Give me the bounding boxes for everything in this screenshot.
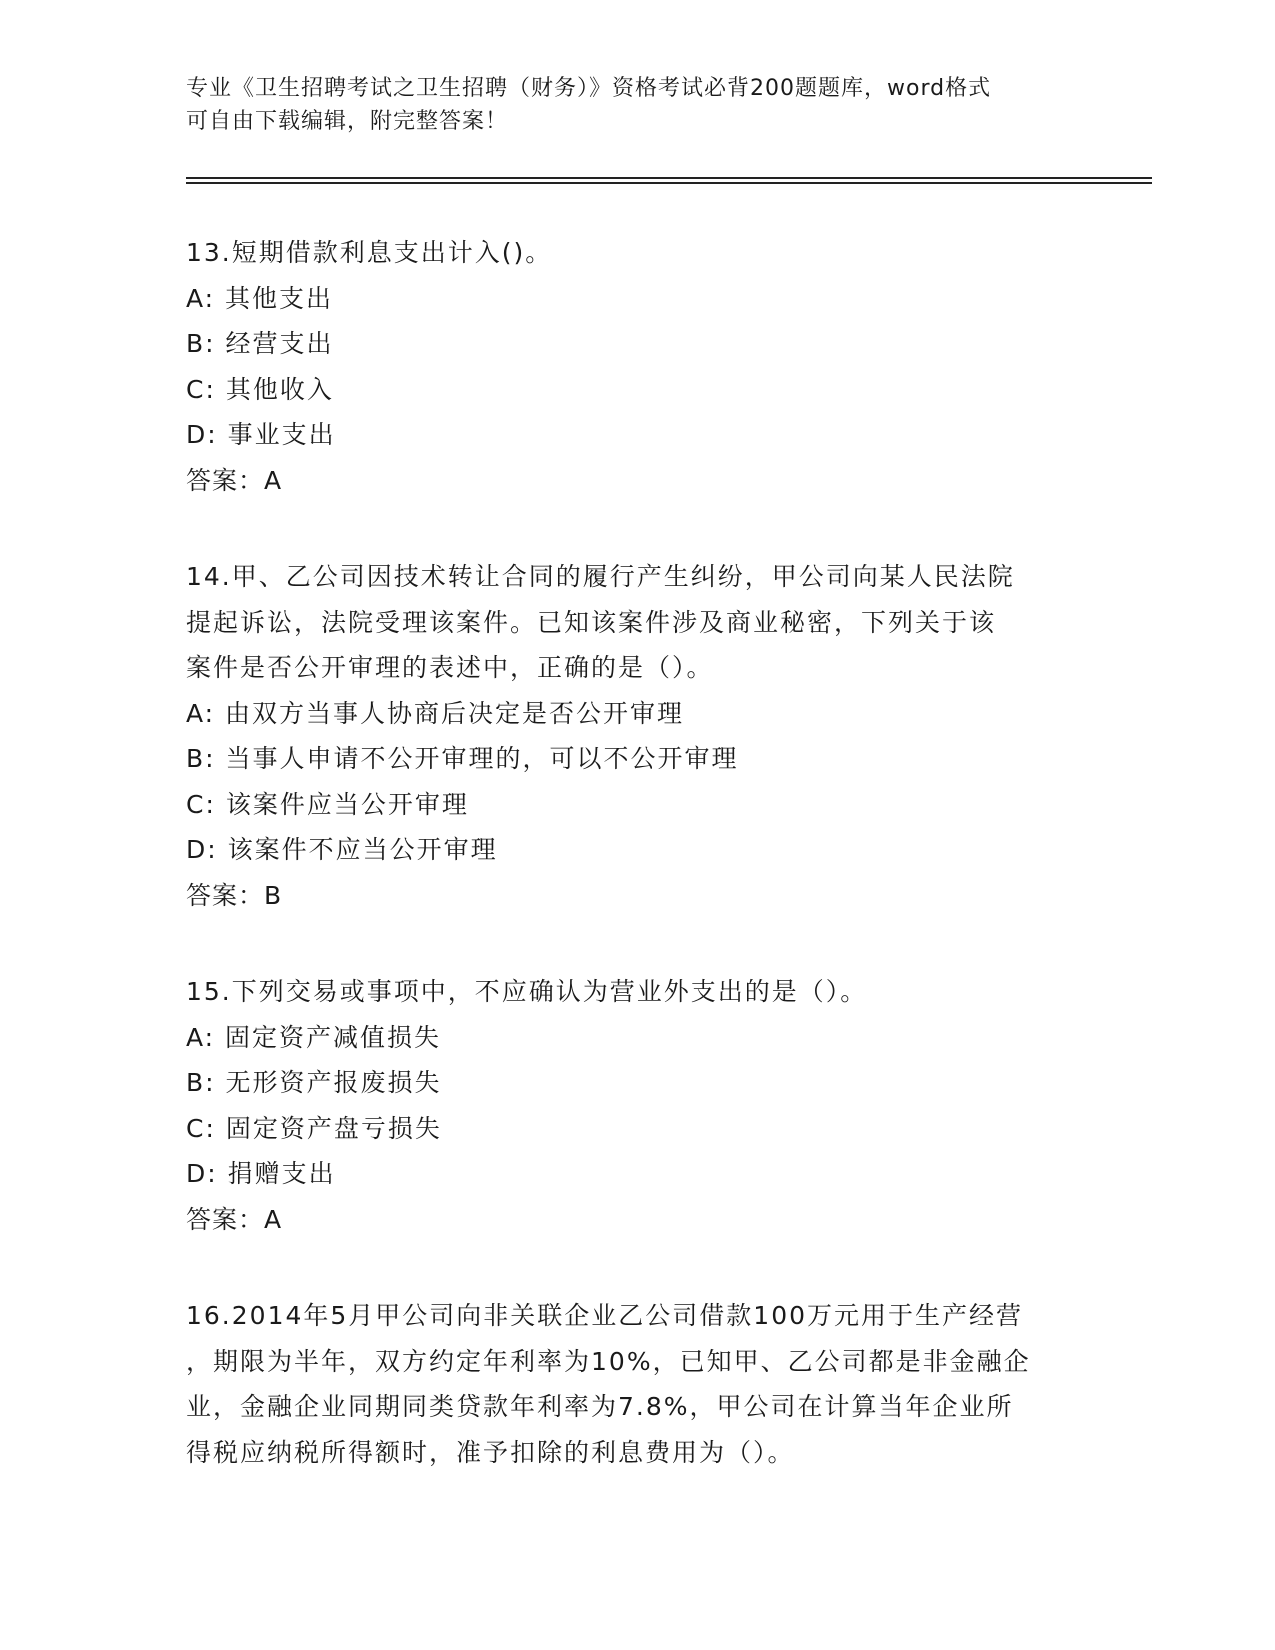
question-stem: 案件是否公开审理的表述中，正确的是（）。	[186, 653, 714, 682]
question-stem: 得税应纳税所得额时，准予扣除的利息费用为（）。	[186, 1437, 795, 1467]
option-d: D: 该案件不应当公开审理	[186, 835, 498, 864]
answer-line: 答案：A	[186, 465, 283, 495]
option-b: B: 当事人申请不公开审理的，可以不公开审理	[186, 744, 739, 773]
question-stem: 13.短期借款利息支出计入()。	[186, 238, 553, 267]
header-line: 可自由下载编辑，附完整答案！	[186, 109, 509, 134]
option-d: D: 事业支出	[186, 420, 336, 449]
question-stem: 14.甲、乙公司因技术转让合同的履行产生纠纷，甲公司向某人民法院	[186, 562, 1015, 591]
question-stem: 业，金融企业同期同类贷款年利率为7.8%，甲公司在计算当年企业所	[186, 1392, 1014, 1421]
question-15	[186, 969, 1106, 1242]
header-divider	[186, 177, 1152, 179]
question-stem: ，期限为半年，双方约定年利率为10%，已知甲、乙公司都是非金融企	[186, 1346, 1031, 1376]
question-16	[186, 1293, 1106, 1475]
answer-line: 答案：A	[186, 1204, 283, 1234]
answer-line: 答案：B	[186, 880, 283, 910]
header-divider	[186, 182, 1152, 184]
question-stem: 提起诉讼，法院受理该案件。已知该案件涉及商业秘密，下列关于该	[186, 607, 997, 637]
question-stem: 15.下列交易或事项中，不应确认为营业外支出的是（）。	[186, 977, 868, 1006]
document-header	[186, 72, 1086, 138]
option-a: A: 其他支出	[186, 283, 334, 313]
option-b: B: 无形资产报废损失	[186, 1068, 442, 1097]
option-c: C: 其他收入	[186, 374, 334, 404]
question-14	[186, 554, 1106, 918]
question-stem: 16.2014年5月甲公司向非关联企业乙公司借款100万元用于生产经营	[186, 1301, 1024, 1330]
option-a: A: 固定资产减值损失	[186, 1022, 442, 1052]
option-b: B: 经营支出	[186, 329, 334, 358]
question-13	[186, 230, 1106, 503]
header-line: 专业《卫生招聘考试之卫生招聘（财务）》资格考试必背200题题库，word格式	[186, 76, 992, 101]
option-a: A: 由双方当事人协商后决定是否公开审理	[186, 698, 685, 728]
option-c: C: 该案件应当公开审理	[186, 789, 469, 819]
option-c: C: 固定资产盘亏损失	[186, 1113, 442, 1143]
option-d: D: 捐赠支出	[186, 1159, 336, 1188]
